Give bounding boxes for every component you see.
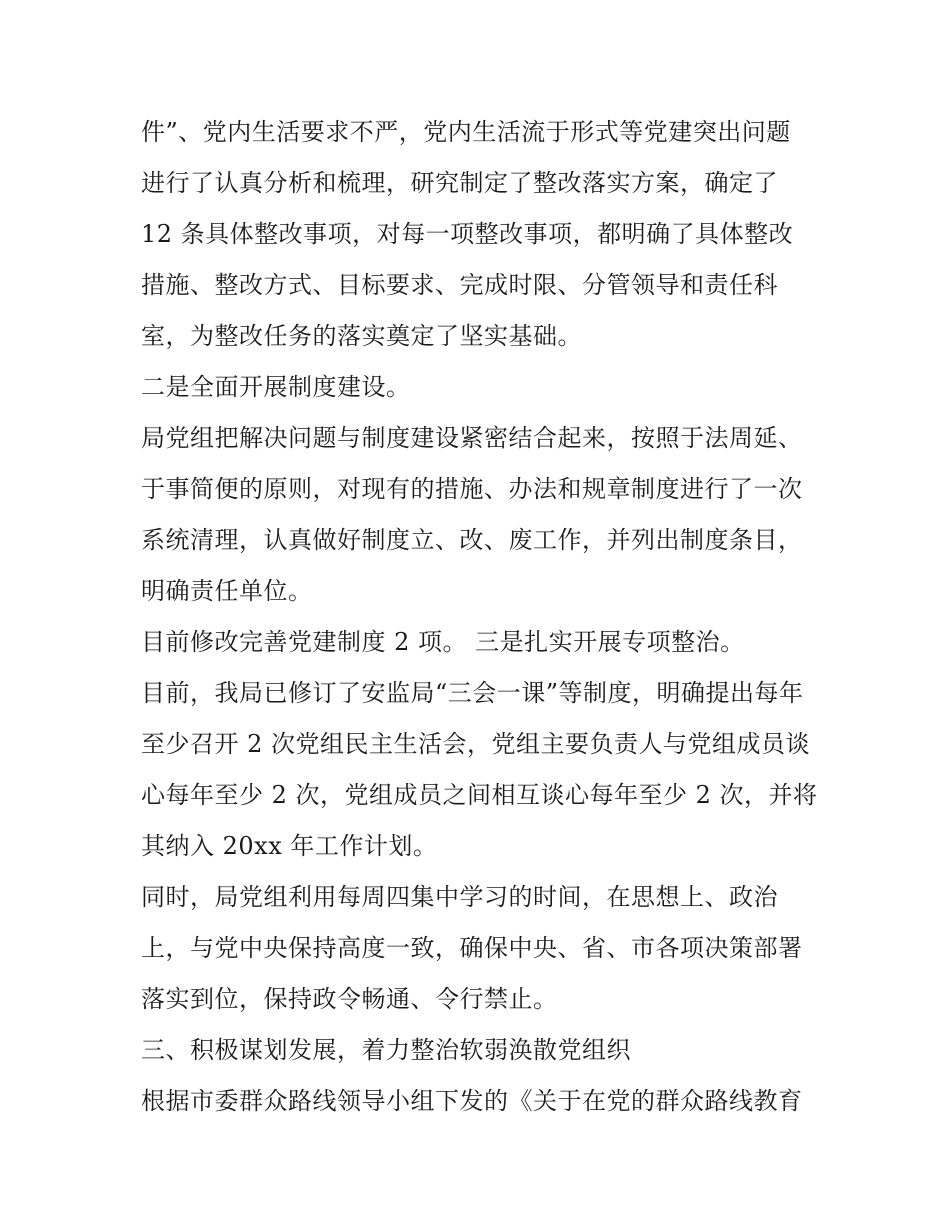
paragraph-line: 根据市委群众路线领导小组下发的《关于在党的群众路线教育 — [141, 1087, 803, 1115]
paragraph-line: 12 条具体整改事项，对每一项整改事项，都明确了具体整改 — [141, 220, 794, 248]
paragraph-line: 目前修改完善党建制度 2 项。 三是扎实开展专项整治。 — [141, 628, 745, 656]
paragraph-line: 局党组把解决问题与制度建设紧密结合起来，按照于法周延、 — [141, 424, 803, 452]
paragraph-line: 措施、整改方式、目标要求、完成时限、分管领导和责任科 — [141, 271, 778, 299]
paragraph-line: 于事简便的原则，对现有的措施、办法和规章制度进行了一次 — [141, 475, 803, 503]
section-heading: 三、积极谋划发展，着力整治软弱涣散党组织 — [141, 1036, 631, 1064]
paragraph-line: 室，为整改任务的落实奠定了坚实基础。 — [141, 322, 582, 350]
paragraph-line: 目前，我局已修订了安监局“三会一课”等制度，明确提出每年 — [141, 679, 804, 707]
paragraph-line: 至少召开 2 次党组民主生活会，党组主要负责人与党组成员谈 — [141, 730, 811, 758]
paragraph-line: 心每年至少 2 次，党组成员之间相互谈心每年至少 2 次，并将 — [141, 781, 818, 809]
paragraph-line: 明确责任单位。 — [141, 577, 313, 605]
paragraph-line: 进行了认真分析和梳理，研究制定了整改落实方案，确定了 — [141, 169, 778, 197]
paragraph-line: 同时，局党组利用每周四集中学习的时间，在思想上、政治 — [141, 883, 778, 911]
paragraph-line: 件”、党内生活要求不严，党内生活流于形式等党建突出问题 — [141, 118, 791, 146]
section-heading: 二是全面开展制度建设。 — [141, 373, 411, 401]
paragraph-line: 其纳入 20xx 年工作计划。 — [141, 832, 438, 860]
paragraph-line: 系统清理，认真做好制度立、改、废工作，并列出制度条目， — [141, 526, 803, 554]
paragraph-line: 上，与党中央保持高度一致，确保中央、省、市各项决策部署 — [141, 934, 803, 962]
paragraph-line: 落实到位，保持政令畅通、令行禁止。 — [141, 985, 558, 1013]
document-body — [141, 107, 821, 1127]
